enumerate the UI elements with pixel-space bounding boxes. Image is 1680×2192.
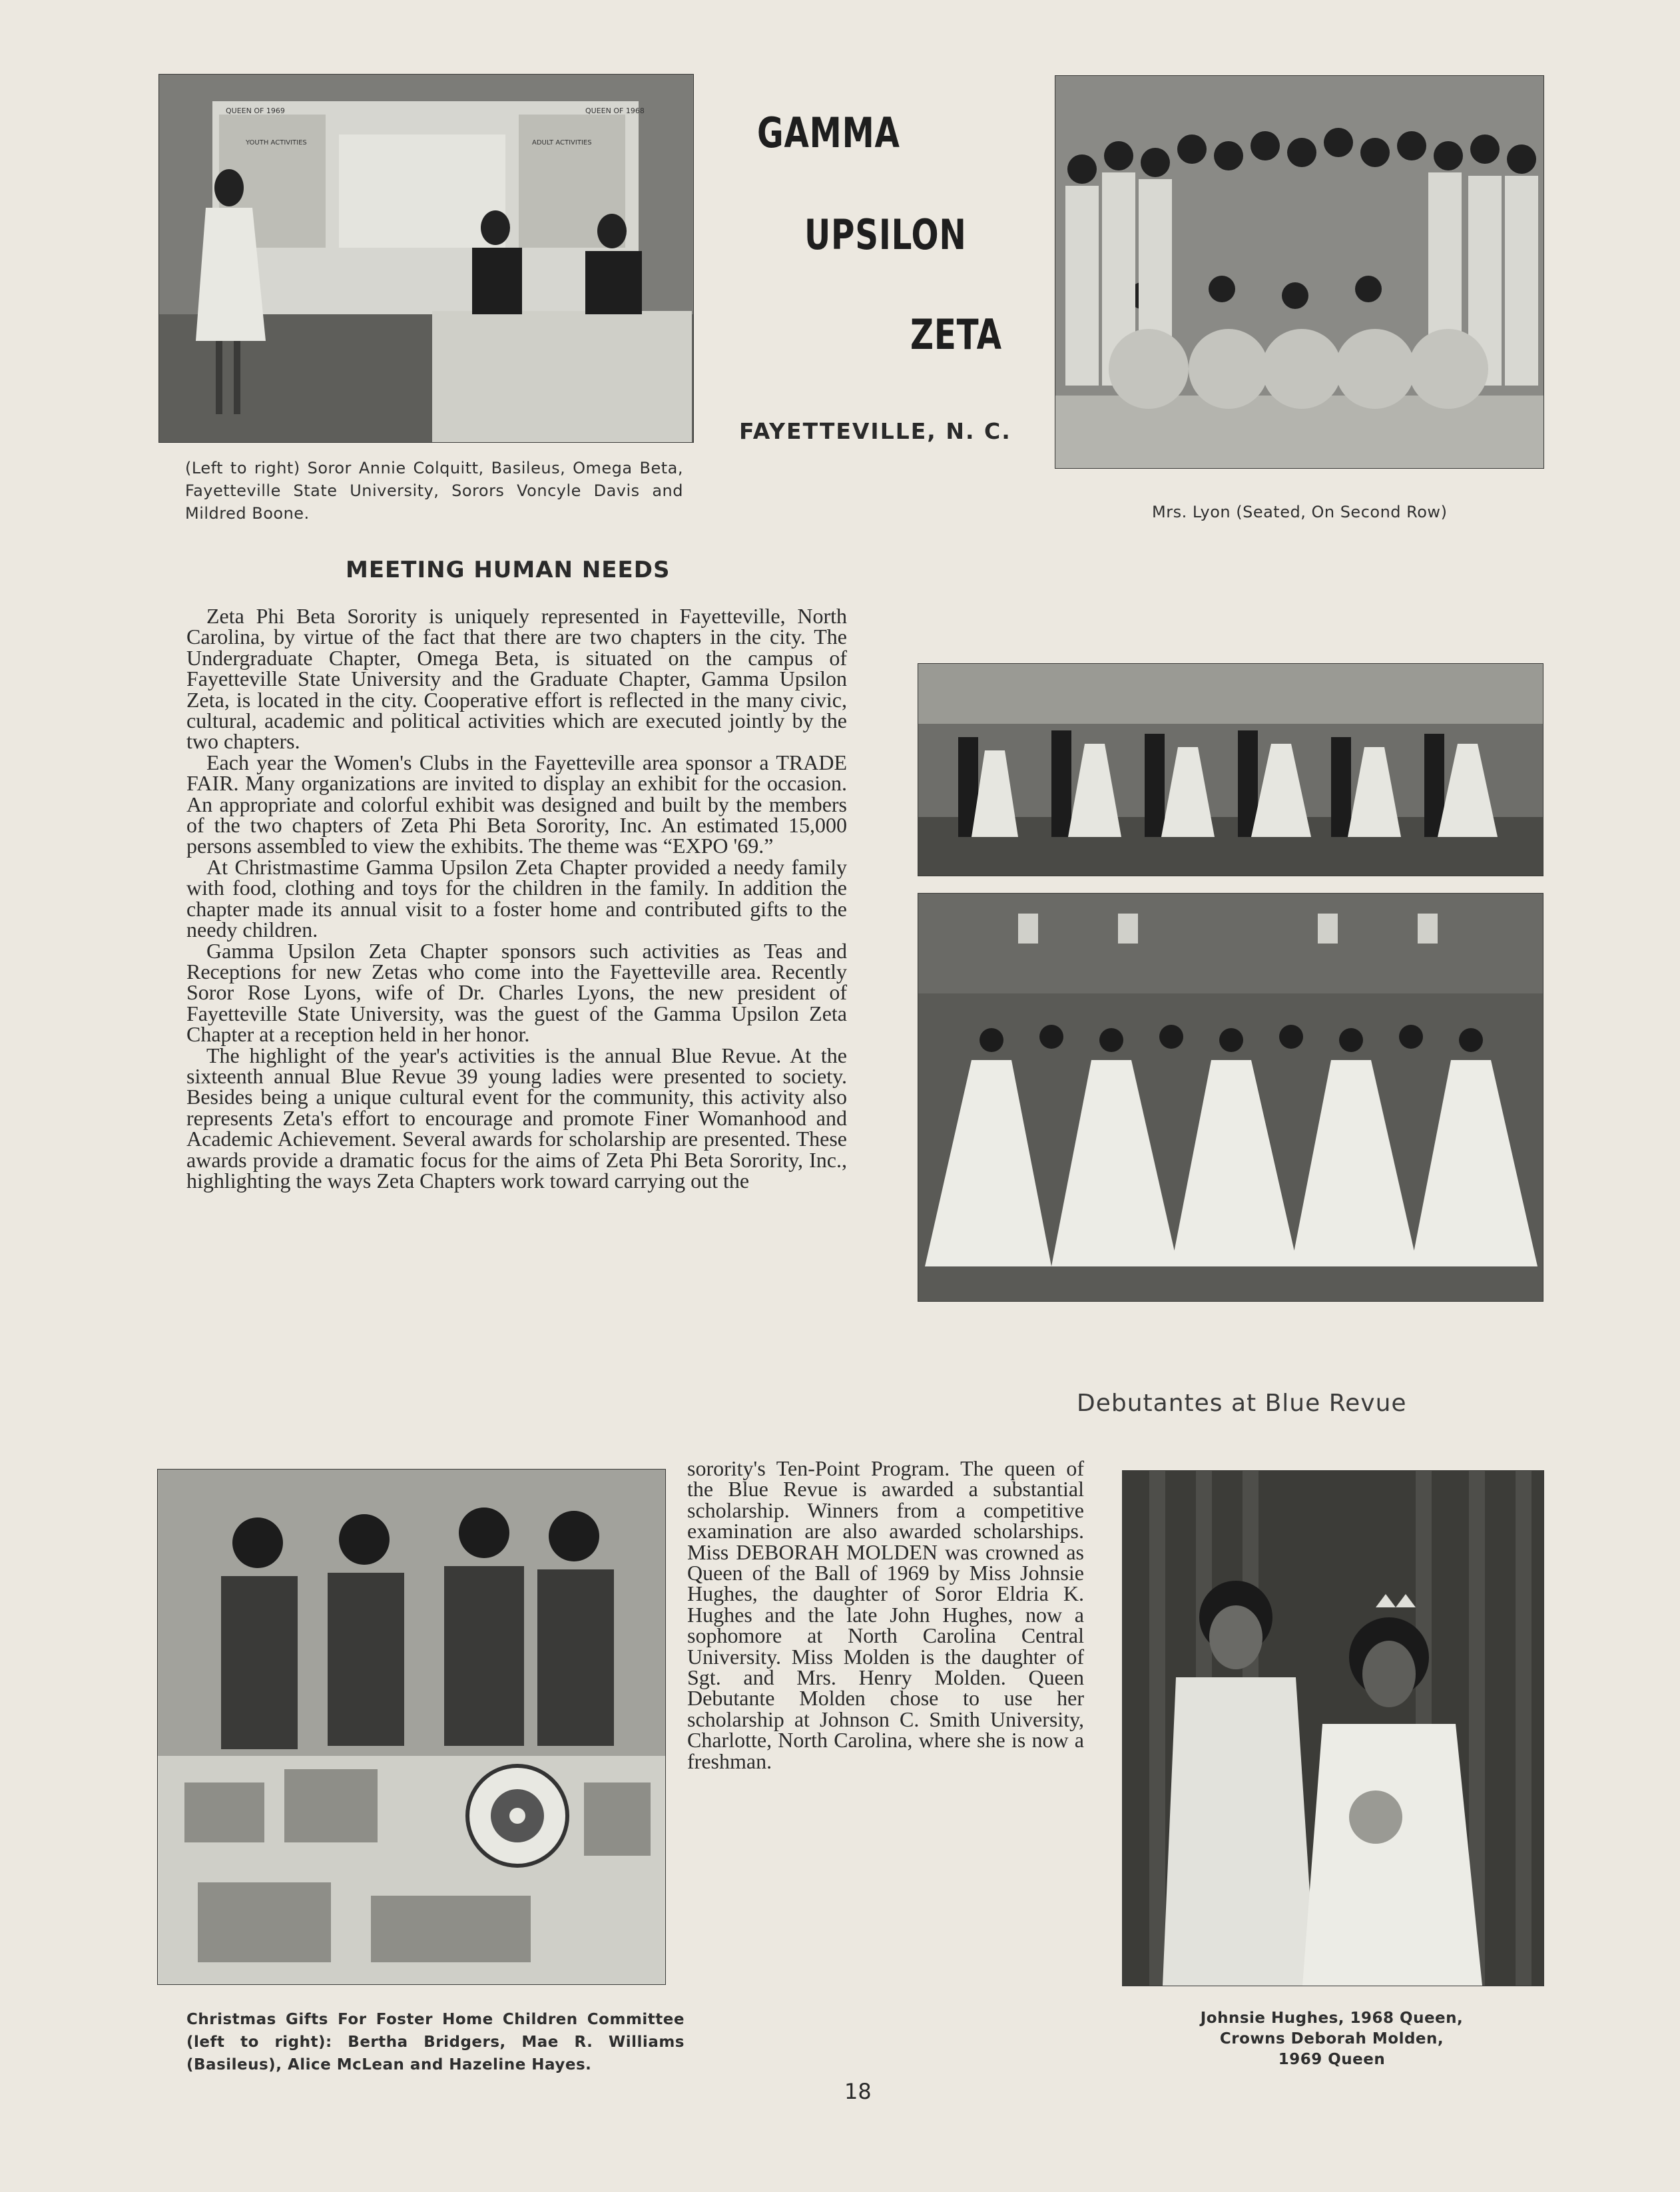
article-paragraph: Each year the Women's Clubs in the Fayetteville area sponsor a TRADE FAIR. Many organizations are invited to display an exhibit for the occasion. An appropriate and colorful exhibit was designed and built by the members of the two chapters of Zeta Phi Beta Sorority, Inc. An estimated 15,000 persons assembled to view the exhibits. The theme was “EXPO '69.” [186,750,847,858]
article-body [186,606,847,1191]
gifts-caption: Christmas Gifts For Foster Home Children Committee (left to right): Bertha Bridgers, Mae R. Williams (Basileus), Alice McLean and Hazeline Hayes. [186,2011,685,2073]
queens-illustration [1123,1471,1543,1986]
exhibit-booth-photo [158,74,694,443]
debutantes-photo [918,893,1543,1302]
article-paragraph: The highlight of the year's activities is the annual Blue Revue. At the sixteenth annual Blue Revue 39 young ladies were presented to society. Besides being a unique cultural event for the community, this activity also represents Zeta's effort to encourage and promote Finer Womanhood and Academic Achievement. Several awards for scholarship are presented. These awards provide a dramatic focus for the aims of Zeta Phi Beta Sorority, Inc., highlighting the ways Zeta Chapters work toward carrying out the [186,1043,847,1193]
article-paragraph: Zeta Phi Beta Sorority is uniquely represented in Fayetteville, North Carolina, by virtue of the fact that there are two chapters in the city. The Undergraduate Chapter, Omega Beta, is situated on the campus of Fayetteville State University and the Graduate Chapter, Gamma Upsilon Zeta, is located in the city. Cooperative effort is reflected in the many civic, cultural, academic and political activities which are executed jointly by the two chapters. [186,604,847,754]
booth-sign-queen-1968: QUEEN OF 1968 [585,107,645,115]
city-label: FAYETTEVILLE, N. C. [739,418,1011,444]
gifts-committee-illustration [158,1470,665,1984]
page-number: 18 [844,2079,872,2104]
booth-sign-youth: YOUTH ACTIVITIES [246,139,307,146]
debutantes-caption: Debutantes at Blue Revue [1077,1390,1407,1417]
queens-caption-line: 1969 Queen [1278,2051,1386,2068]
group-photo [1055,75,1544,469]
debutantes-illustration [918,894,1543,1301]
queens-caption [1132,2008,1532,2070]
booth-sign-adult: ADULT ACTIVITIES [532,139,592,146]
article-continuation [687,1458,1084,1772]
ballroom-photo [918,663,1543,876]
article-heading: MEETING HUMAN NEEDS [346,557,671,583]
gifts-committee-photo [157,1469,666,1985]
queens-photo [1122,1470,1544,1986]
article-paragraph: At Christmastime Gamma Upsilon Zeta Chapter provided a needy family with food, clothing and toys for the children in the family. In addition the chapter made its annual visit to a foster home and contributed gifts to the needy children. [186,854,847,942]
group-caption: Mrs. Lyon (Seated, On Second Row) [1152,503,1448,521]
booth-sign-queen-1969: QUEEN OF 1969 [226,107,285,115]
group-illustration [1055,76,1543,468]
article-continuation-text: sorority's Ten-Point Program. The queen of the Blue Revue is awarded a substantial scholarship. Winners from a competitive examination are also awarded scholarships. Miss DEBORAH MOLDEN was crowned as Queen of the Ball of 1969 by Miss Johnsie Hughes, the daughter of Soror Eldria K. Hughes and the late John Hughes, now a sophomore at North Carolina Central University. Miss Molden is the daughter of Sgt. and Mrs. Henry Molden. Queen Debutante Molden chose to use her scholarship at Johnson C. Smith University, Charlotte, North Carolina, where she is now a freshman. [687,1456,1084,1773]
exhibit-booth-illustration [159,75,693,442]
queens-caption-line: Johnsie Hughes, 1968 Queen, [1200,2010,1464,2027]
article-paragraph: Gamma Upsilon Zeta Chapter sponsors such activities as Teas and Receptions for new Zetas who come into the Fayetteville area. Recently Soror Rose Lyons, wife of Dr. Charles Lyons, the new president of Fayetteville State University, was the guest of the Gamma Upsilon Zeta Chapter at a reception held in her honor. [186,938,847,1047]
booth-caption: (Left to right) Soror Annie Colquitt, Basileus, Omega Beta, Fayetteville State University, Sorors Voncyle Davis and Mildred Boone. [185,459,683,523]
queens-caption-line: Crowns Deborah Molden, [1219,2030,1444,2048]
title-gamma: GAMMA [757,109,900,157]
ballroom-illustration [918,664,1543,876]
title-upsilon: UPSILON [804,210,967,259]
title-zeta: ZETA [910,310,1002,359]
